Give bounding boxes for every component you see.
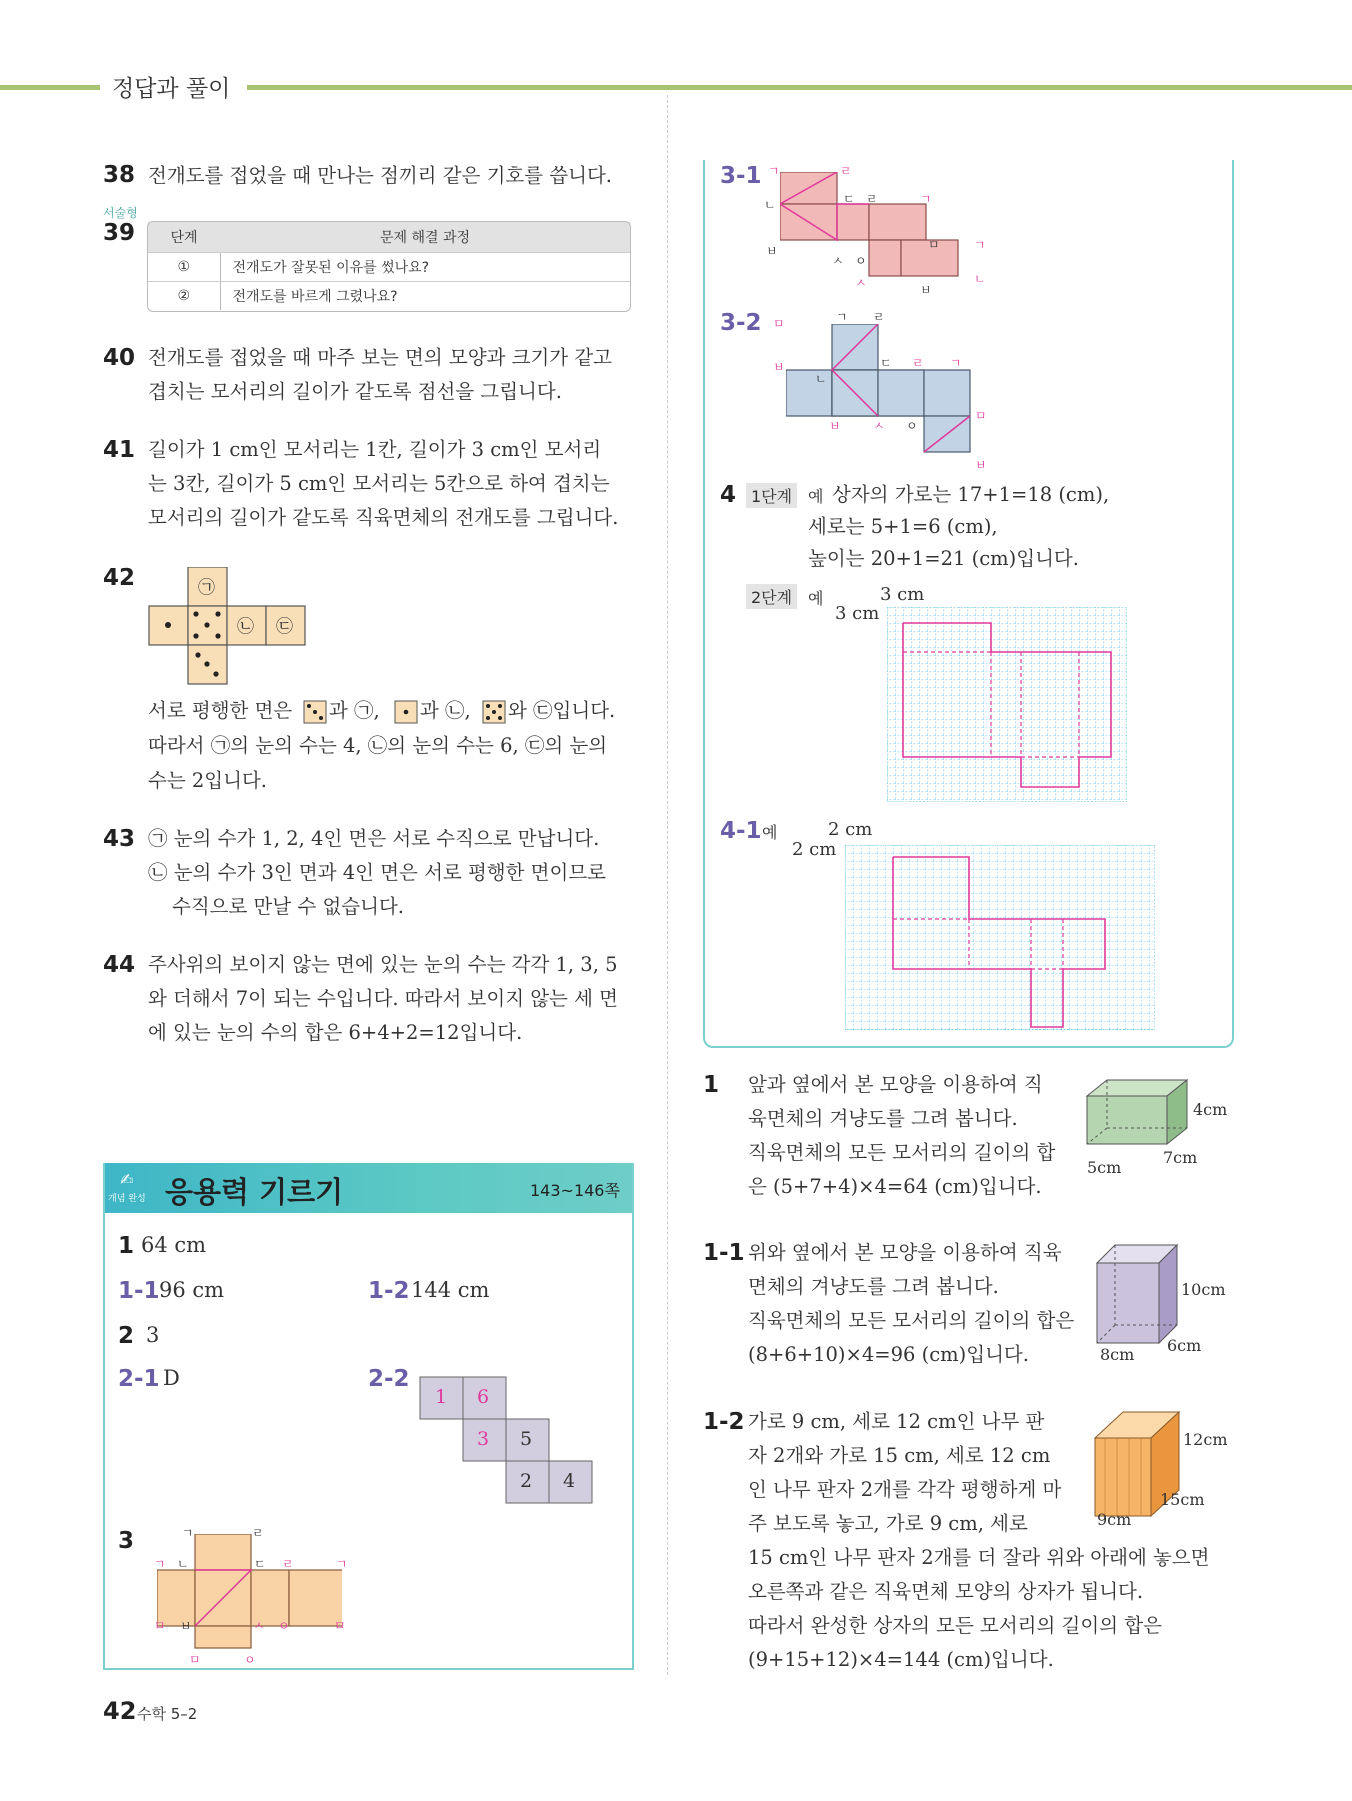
page-header-title: 정답과 풀이 [112,76,231,102]
r32-label-r: ㄹ [873,310,885,324]
net-cell-3: 3 [477,1428,490,1450]
s1-number: 1 [703,1072,720,1098]
s1-line1: 앞과 옆에서 본 모양을 이용하여 직 [748,1073,1043,1096]
header-rule-left [0,85,100,90]
r4-step2-badge [746,584,797,609]
r31-label-n: ㄴ [764,198,776,212]
s11-dim-w: 6cm [1167,1336,1202,1355]
q42-label-b: ㉡ [237,617,254,637]
q42-line3: 수는 2입니다. [148,769,267,792]
header-rule-right [247,85,1352,90]
r4-line1: 상자의 가로는 17+1=18 (cm), [832,483,1110,506]
r32-label-m2: ㅁ [975,409,987,423]
q43-line3: 수직으로 만날 수 없습니다. [172,895,405,918]
net-cell-4: 5 [520,1428,533,1450]
q39-col-step: 단계 [148,222,220,253]
s1-line3: 직육면체의 모든 모서리의 길이의 합 [748,1141,1056,1164]
net-cell-1: 1 [435,1386,448,1408]
q42-line1b: 과 ㉠, [329,699,380,722]
r4-step1-label: 1단계 [746,483,797,508]
r4-line2: 세로는 5+1=6 (cm), [808,515,998,538]
a3-label-m1: ㅁ [154,1619,166,1633]
r3-1-number: 3-1 [720,163,762,189]
r3-1-net [780,172,980,284]
r31-label-r: ㄹ [840,164,852,178]
a3-label-m3: ㅁ [189,1653,201,1667]
q40-number: 40 [103,345,136,371]
r31-label-s2: ㅅ [855,276,867,290]
q41-number: 41 [103,437,136,463]
practice-title: 응용력 기르기 [165,1175,344,1209]
q38-text: 전개도를 접었을 때 만나는 점끼리 같은 기호를 씁니다. [148,164,613,187]
answer-1-2-number: 1-2 [368,1278,410,1304]
q39-row2-step: ② [148,282,220,311]
a3-label-b: ㅂ [180,1619,192,1633]
r32-label-b3: ㅂ [975,458,987,472]
q40-line2: 겹치는 모서리의 길이가 같도록 점선을 그립니다. [148,380,562,403]
s12-dim-h: 12cm [1183,1430,1228,1449]
q39-table-frame [147,221,631,312]
r4-line3: 높이는 20+1=21 (cm)입니다. [808,547,1079,570]
s1-cuboid [1085,1078,1190,1156]
r31-label-n2: ㄴ [974,272,986,286]
s12-line6: 오른쪽과 같은 직육면체 모양의 상자가 됩니다. [748,1580,1144,1603]
page-number: 42 [103,1697,137,1725]
q44-line1: 주사위의 보이지 않는 면에 있는 눈의 수는 각각 1, 3, 5 [148,953,618,976]
q42-label-a: ㉠ [198,578,215,598]
q41-line2: 는 3칸, 길이가 5 cm인 모서리는 5칸으로 하여 겹치는 [148,472,610,495]
s11-dim-h: 10cm [1181,1280,1226,1299]
s12-line1: 가로 9 cm, 세로 12 cm인 나무 판 [748,1410,1045,1433]
answer-1-2-value: 144 cm [411,1278,490,1302]
q38-number: 38 [103,162,136,188]
q44-line3: 에 있는 눈의 수의 합은 6+4+2=12입니다. [148,1021,523,1044]
q42-line1c: 과 ㉡, [420,699,471,722]
answer-1-value: 64 cm [141,1233,207,1257]
s12-line5: 15 cm인 나무 판자 2개를 더 잘라 위와 아래에 놓으면 [748,1546,1210,1569]
a3-label-o2: ㅇ [244,1653,256,1667]
r32-label-b2: ㅂ [829,419,841,433]
s11-dim-d: 8cm [1100,1345,1135,1364]
r4-step2-label: 2단계 [746,584,797,609]
r4-number: 4 [720,482,737,508]
dice-face-five-icon [482,700,506,724]
s12-dim-d: 9cm [1097,1510,1132,1529]
r31-label-r2: ㄹ [866,192,878,206]
q43-line1: ㉠ 눈의 수가 1, 2, 4인 면은 서로 수직으로 만납니다. [148,827,600,850]
r4-step1-badge [746,483,797,508]
q41-line3: 모서리의 길이가 같도록 직육면체의 전개도를 그립니다. [148,506,619,529]
q41-line1: 길이가 1 cm인 모서리는 1칸, 길이가 3 cm인 모서리 [148,438,602,461]
s12-line4: 주 보도록 놓고, 가로 9 cm, 세로 [748,1512,1028,1535]
r41-dim-left: 2 cm [792,839,837,860]
r4-1-number: 4-1 [720,818,762,844]
r3-2-net [786,324,971,454]
s1-line4: 은 (5+7+4)×4=64 (cm)입니다. [748,1175,1042,1198]
r41-ex: 예 [762,823,778,842]
q42-number: 42 [103,565,136,591]
r32-label-d: ㄷ [880,356,892,370]
answer-2-value: 3 [146,1323,160,1347]
a3-label-s: ㅅ [253,1619,265,1633]
s12-line8: (9+15+12)×4=144 (cm)입니다. [748,1648,1054,1671]
q42-line2: 따라서 ㉠의 눈의 수는 4, ㉡의 눈의 수는 6, ㉢의 눈의 [148,734,608,757]
r31-label-m: ㅁ [928,238,940,252]
a3-label-r1: ㄹ [252,1526,264,1540]
r32-label-s: ㅅ [873,419,885,433]
r32-label-n: ㄴ [815,372,827,386]
q39-col-process: 문제 해결 과정 [220,222,630,253]
a3-label-o1: ㅇ [278,1619,290,1633]
net-cell-6: 4 [563,1470,576,1492]
r31-label-d: ㄷ [843,192,855,206]
s1-dim-w: 7cm [1163,1148,1198,1167]
practice-pages: 143~146쪽 [530,1181,620,1200]
q39-number: 39 [103,220,136,246]
s12-line7: 따라서 완성한 상자의 모든 모서리의 길이의 합은 [748,1614,1162,1637]
q39-row1-desc: 전개도가 잘못된 이유를 썼나요? [220,253,630,282]
s1-1-cuboid [1095,1243,1180,1348]
q43-number: 43 [103,826,136,852]
a3-label-d: ㄷ [254,1557,266,1571]
s1-2-number: 1-2 [703,1409,745,1435]
answer-3-number: 3 [118,1528,135,1554]
q42-label-c: ㉢ [276,617,293,637]
answer-2-1-value: D [163,1366,180,1390]
q39-tag: 서술형 [103,206,138,220]
s11-line4: (8+6+10)×4=96 (cm)입니다. [748,1343,1029,1366]
r4-ex2: 예 [808,589,824,608]
r31-label-g3: ㄱ [974,238,986,252]
s1-line2: 육면체의 겨냥도를 그려 봅니다. [748,1107,1018,1130]
answer-2-2-number: 2-2 [368,1366,410,1392]
net-cell-5: 2 [520,1470,533,1492]
s1-dim-d: 5cm [1087,1158,1122,1177]
r32-label-g2: ㄱ [950,356,962,370]
q39-row1-step: ① [148,253,220,282]
answer-1-1-number: 1-1 [118,1278,160,1304]
net-cell-2: 6 [477,1386,490,1408]
a3-label-m2: ㅁ [334,1619,346,1633]
q39-row2-desc: 전개도를 바르게 그렸나요? [220,282,630,311]
s1-1-number: 1-1 [703,1240,745,1266]
s11-line1: 위와 옆에서 본 모양을 이용하여 직육 [748,1241,1062,1264]
s11-line2: 면체의 겨냥도를 그려 봅니다. [748,1275,999,1298]
r4-dim-top: 3 cm [880,584,925,605]
answer-2-number: 2 [118,1323,135,1349]
r31-label-g2: ㄱ [920,192,932,206]
a3-label-n: ㄴ [177,1557,189,1571]
q40-line1: 전개도를 접었을 때 마주 보는 면의 모양과 크기가 같고 [148,346,613,369]
dice-face-three-icon [303,700,327,724]
s12-dim-w: 15cm [1160,1490,1205,1509]
answer-2-1-number: 2-1 [118,1366,160,1392]
a3-label-g1: ㄱ [182,1526,194,1540]
r32-label-o: ㅇ [906,419,918,433]
s1-dim-h: 4cm [1193,1100,1228,1119]
s12-line2: 자 2개와 가로 15 cm, 세로 12 cm [748,1444,1051,1467]
dice-face-one-icon [394,700,418,724]
r31-label-b: ㅂ [766,244,778,258]
q44-number: 44 [103,952,136,978]
r32-label-m: ㅁ [773,317,785,331]
r31-label-g: ㄱ [768,164,780,178]
r32-label-b: ㅂ [773,360,785,374]
a3-label-r2: ㄹ [282,1557,294,1571]
r41-dim-top: 2 cm [828,819,873,840]
r4-ex1: 예 [808,487,824,506]
r31-label-o: ㅇ [855,254,867,268]
s12-line3: 인 나무 판자 2개를 각각 평행하게 마 [748,1478,1062,1501]
r31-label-s: ㅅ [832,254,844,268]
r32-label-r2: ㄹ [912,356,924,370]
s11-line3: 직육면체의 모든 모서리의 길이의 합은 [748,1309,1075,1332]
q43-line2: ㉡ 눈의 수가 3인 면과 4인 면은 서로 평행한 면이므로 [148,861,607,884]
column-divider [667,95,668,1675]
q42-line1a: 서로 평행한 면은 [148,699,293,722]
book-title: 수학 5–2 [137,1705,198,1723]
r31-label-b2: ㅂ [920,283,932,297]
r3-2-number: 3-2 [720,310,762,336]
a3-label-g3: ㄱ [336,1557,348,1571]
pencil-icon: ✍ [120,1170,134,1189]
r4-1-grid-net [845,845,1155,1030]
r32-label-g: ㄱ [836,310,848,324]
r4-grid-net [887,607,1127,802]
a3-label-g2: ㄱ [154,1557,166,1571]
r4-dim-left: 3 cm [835,603,880,624]
answer-1-1-value: 96 cm [159,1278,225,1302]
q44-line2: 와 더해서 7이 되는 수입니다. 따라서 보이지 않는 세 면 [148,987,618,1010]
q42-line1d: 와 ㉢입니다. [508,699,616,722]
practice-badge: 개념 완성 [108,1194,146,1204]
answer-1-number: 1 [118,1233,135,1259]
